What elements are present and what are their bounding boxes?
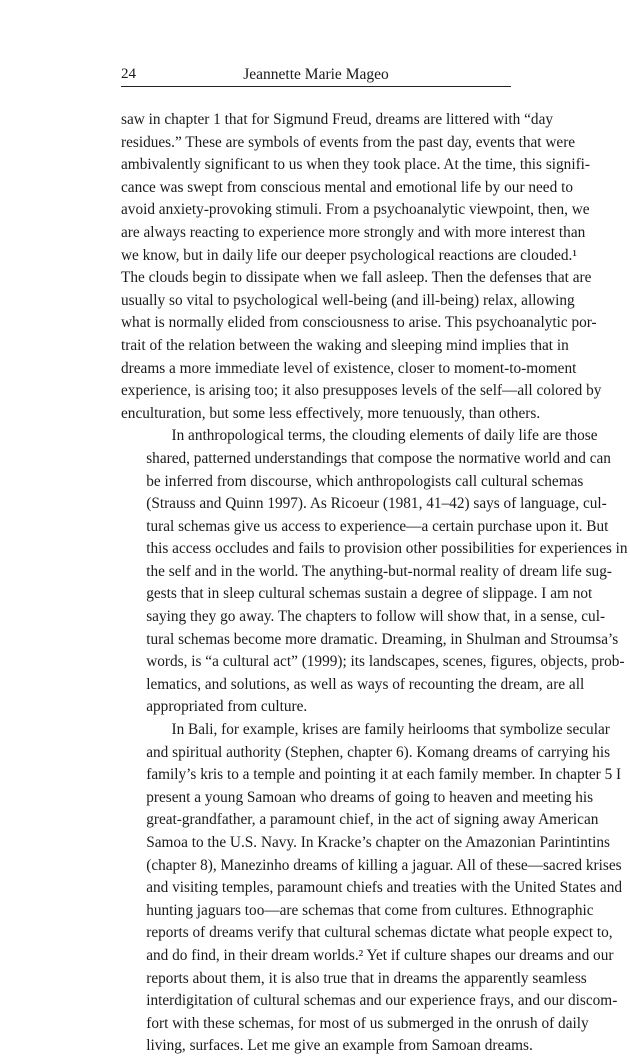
text-line: reports about them, it is also true that in dreams the apparently seamless (146, 969, 587, 987)
text-line: present a young Samoan who dreams of going to heaven and meeting his (146, 788, 594, 806)
text-line: shared, patterned understandings that compose the normative world and can (146, 449, 611, 467)
running-head (121, 64, 511, 87)
text-line: experience, is arising too; it also presupposes levels of the self—all colored by (121, 382, 602, 400)
running-head-author: Jeannette Marie Mageo (243, 66, 389, 83)
text-line: family’s kris to a temple and pointing it at each family member. In chapter 5 I (146, 766, 622, 784)
text-line: In anthropological terms, the clouding elements of daily life are those (171, 427, 598, 445)
paragraph (121, 719, 623, 1058)
text-line: In Bali, for example, krises are family heirlooms that symbolize secular (171, 721, 610, 739)
text-line: enculturation, but some less effectively, more tenuously, than others. (121, 404, 541, 422)
text-line: the self and in the world. The anything-but-normal reality of dream life sug- (146, 562, 612, 580)
text-line: Samoa to the U.S. Navy. In Kracke’s chapter on the Amazonian Parintintins (146, 834, 610, 851)
text-line: (chapter 8), Manezinho dreams of killing a jaguar. All of these—sacred krises (146, 856, 622, 874)
paragraph (121, 109, 602, 425)
text-line: trait of the relation between the waking and sleeping mind implies that in (121, 336, 569, 354)
text-line: interdigitation of cultural schemas and our experience frays, and our discom- (146, 992, 618, 1010)
text-line: are always reacting to experience more strongly and with more interest than (121, 223, 586, 241)
page-number: 24 (121, 66, 136, 82)
text-line: tural schemas become more dramatic. Dreaming, in Shulman and Stroumsa’s (146, 630, 619, 648)
text-line: avoid anxiety-provoking stimuli. From a psychoanalytic viewpoint, then, we (121, 201, 590, 219)
text-line: what is normally elided from consciousness to arise. This psychoanalytic por- (121, 314, 597, 332)
text-line: and visiting temples, paramount chiefs and treaties with the United States and (146, 879, 623, 897)
text-line: saying they go away. The chapters to follow will show that, in a sense, cul- (146, 608, 606, 626)
text-line: tural schemas give us access to experience—a certain purchase upon it. But (146, 517, 609, 535)
text-line: reports of dreams verify that cultural schemas dictate what people expect to, (146, 924, 613, 942)
text-line: fort with these schemas, for most of us submerged in the onrush of daily (146, 1014, 589, 1032)
text-line: and do find, in their dream worlds.² Yet if culture shapes our dreams and our (146, 946, 614, 964)
text-line: residues.” These are symbols of events from the past day, events that were (121, 133, 576, 151)
text-line: (Strauss and Quinn 1997). As Ricoeur (1981, 41–42) says of language, cul- (146, 495, 607, 513)
text-line: words, is “a cultural act” (1999); its landscapes, scenes, figures, objects, prob- (146, 653, 625, 671)
text-line: lematics, and solutions, as well as ways of recounting the dream, are all (146, 675, 585, 693)
text-line: saw in chapter 1 that for Sigmund Freud, dreams are littered with “day (121, 111, 554, 128)
body-text (121, 109, 628, 1058)
text-line: usually so vital to psychological well-being (and ill-being) relax, allowing (121, 291, 575, 309)
text-line: great-grandfather, a paramount chief, in the act of signing away American (146, 811, 599, 829)
text-line: dreams a more immediate level of existence, closer to moment-to-moment (121, 359, 577, 377)
text-line: be inferred from discourse, which anthropologists call cultural schemas (146, 472, 584, 490)
text-line: living, surfaces. Let me give an example from Samoan dreams. (146, 1037, 533, 1055)
text-line: gests that in sleep cultural schemas sustain a degree of slippage. I am not (146, 585, 593, 603)
text-line: cance was swept from conscious mental and emotional life by our need to (121, 178, 573, 196)
text-line: hunting jaguars too—are schemas that come from cultures. Ethnographic (146, 901, 594, 919)
text-line: we know, but in daily life our deeper psychological reactions are clouded.¹ (121, 246, 577, 264)
text-line: this access occludes and fails to provision other possibilities for experiences in (146, 540, 628, 558)
paragraph (121, 425, 628, 719)
text-line: and spiritual authority (Stephen, chapter 6). Komang dreams of carrying his (146, 743, 611, 761)
text-line: ambivalently significant to us when they took place. At the time, this signifi- (121, 156, 591, 174)
text-line: The clouds begin to dissipate when we fall asleep. Then the defenses that are (121, 269, 592, 287)
text-line: appropriated from culture. (146, 698, 308, 716)
